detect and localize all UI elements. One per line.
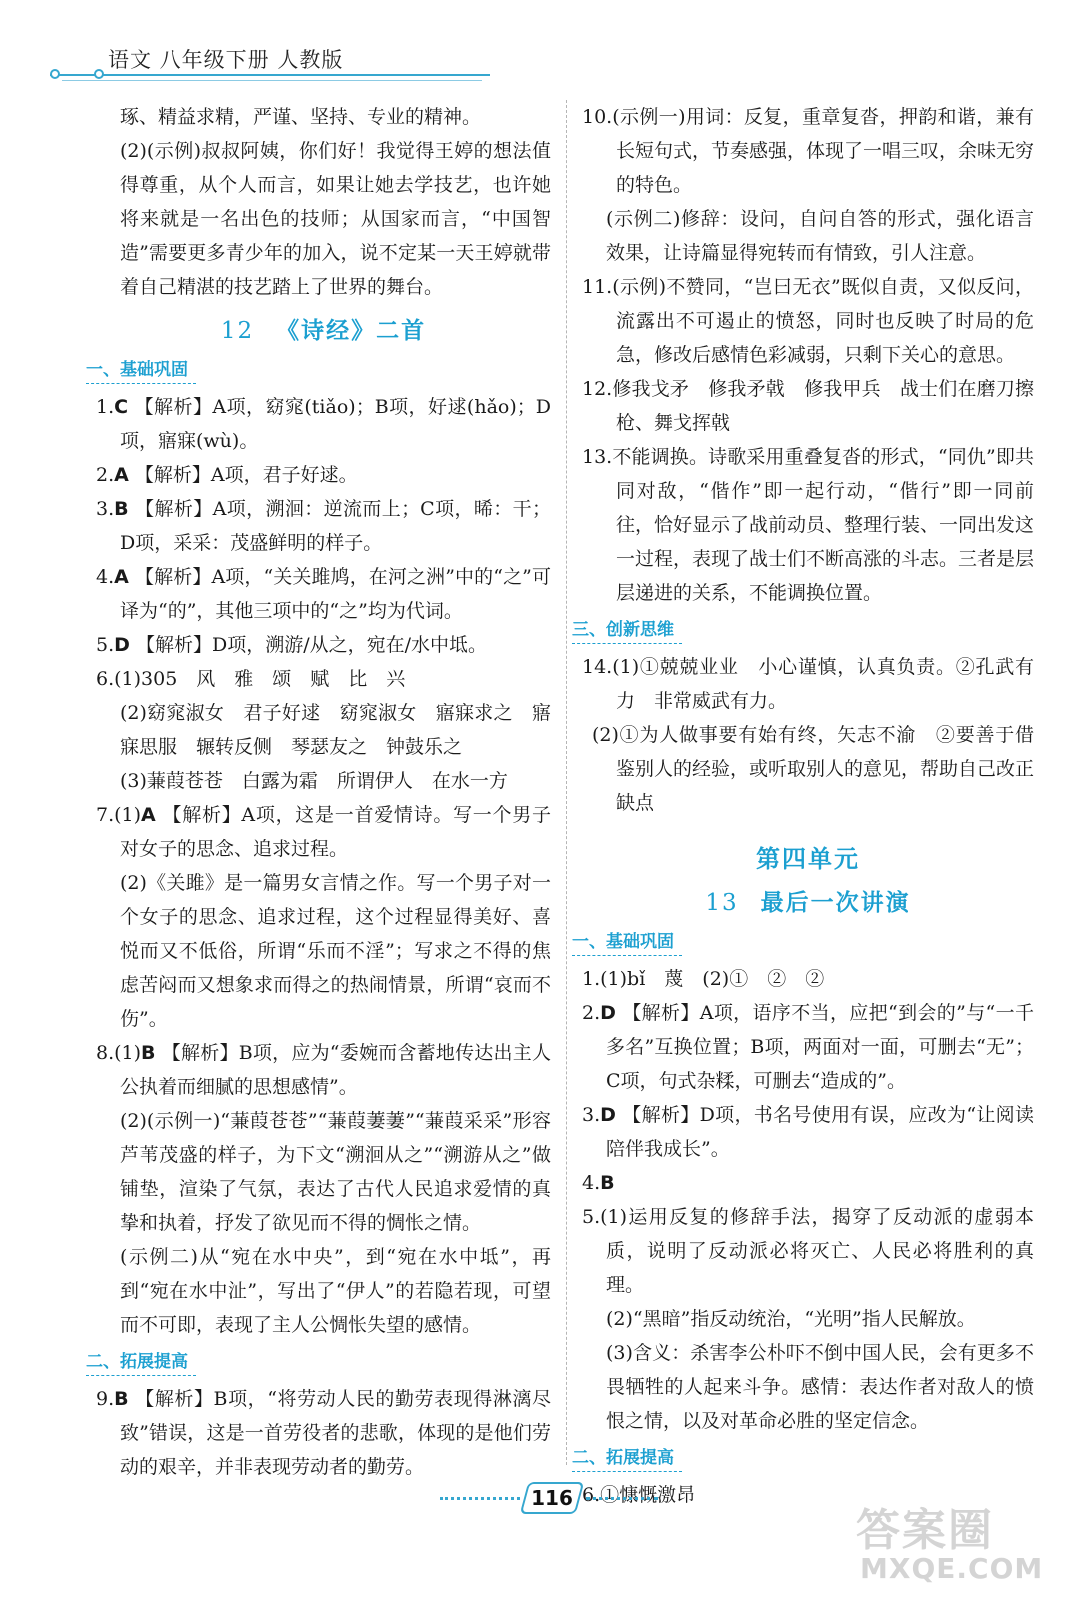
answer-subitem: (2)①为人做事要有始有终，矢志不渝 ②要善于借鉴别人的经验，或听取别人的意见，帮助自己改正缺点 [592, 724, 1035, 814]
page-number: 116 [531, 1486, 573, 1510]
section-underline [86, 1375, 196, 1376]
item-number: 4. [96, 566, 115, 588]
page-header [50, 38, 490, 84]
analysis-tag: 【解析】 [622, 1002, 700, 1024]
answer-item [96, 798, 551, 866]
section-heading [572, 614, 1034, 646]
analysis-tag: 【解析】 [134, 464, 211, 486]
lesson-title [582, 886, 1034, 920]
answer-key: B [114, 498, 129, 520]
analysis-text: A项，君子好逑。 [210, 464, 358, 486]
section-heading-text: 一、基础巩固 [86, 360, 188, 380]
analysis-tag: 【解析】 [135, 634, 212, 656]
item-number: 3. [582, 1104, 601, 1126]
answer-key: A [114, 464, 129, 486]
answer-item: 13.不能调换。诗歌采用重叠复沓的形式，“同仇”即共同对敌，“偕作”即一起行动，“偕行”即一同前往，恰好显示了战前动员、整理行装、一同出发这一过程，表现了战士们不断高涨的斗志。三者是层层递进的关系，不能调换位置。 [582, 446, 1035, 604]
answer-item [96, 1036, 551, 1104]
analysis-tag: 【解析】 [134, 396, 213, 418]
analysis-tag: 【解析】 [162, 804, 242, 826]
section-heading [572, 1442, 1034, 1474]
item-number: 2. [96, 464, 115, 486]
answer-item [96, 560, 551, 628]
analysis-tag: 【解析】 [622, 1104, 700, 1126]
answer-key: B [141, 1042, 156, 1064]
analysis-text: D项，溯游/从之，宛在/水中坻。 [211, 634, 488, 656]
answer-item: 10.(示例一)用词：反复，重章复沓，押韵和谐，兼有长短句式，节奏感强，体现了一唱三叹，余味无穷的特色。 [582, 106, 1035, 196]
lesson-name: 《诗经》二首 [276, 317, 427, 344]
answer-item [96, 1382, 551, 1484]
answer-item: 14.(1)①兢兢业业 小心谨慎，认真负责。②孔武有力 非常威武有力。 [582, 656, 1034, 712]
answer-subitem: (示例二)修辞：设问，自问自答的形式，强化语言效果，让诗篇显得宛转而有情致，引人注意。 [606, 208, 1034, 264]
analysis-text: B项，“将劳动人民的勤劳表现得淋漓尽致”错误，这是一首劳役者的悲歌，体现的是他们劳动的艰辛，并非表现劳动者的勤劳。 [120, 1388, 551, 1478]
section-underline [572, 955, 682, 956]
watermark-url: MXQE.COM [860, 1552, 1044, 1585]
intro-line: 琢、精益求精，严谨、坚持、专业的精神。 [120, 106, 482, 128]
answer-key: A [141, 804, 156, 826]
answer-subitem: (3)含义：杀害李公朴吓不倒中国人民，会有更多不畏牺牲的人起来斗争。感情：表达作者对敌人的愤恨之情，以及对革命必胜的坚定信念。 [606, 1342, 1034, 1432]
answer-item [96, 492, 551, 560]
item-number: 2. [582, 1002, 601, 1024]
header-title: 语文 八年级下册 人教版 [108, 48, 344, 72]
analysis-text: A项，“关关雎鸠，在河之洲”中的“之”可译为“的”，其他三项中的“之”均为代词。 [120, 566, 551, 622]
section-underline [572, 643, 682, 644]
header-dot-icon [94, 69, 104, 79]
section-underline [572, 1471, 682, 1472]
answer-key: B [600, 1172, 615, 1194]
answer-item [96, 458, 551, 492]
item-number: 9. [96, 1388, 115, 1410]
lesson-title [96, 314, 551, 348]
header-rule-thin [62, 80, 482, 81]
footer-dots-right [586, 1497, 658, 1500]
section-heading [86, 354, 551, 386]
answer-subitem: (3)蒹葭苍苍 白露为霜 所谓伊人 在水一方 [120, 770, 508, 792]
section-heading [86, 1346, 551, 1378]
analysis-tag: 【解析】 [161, 1042, 239, 1064]
watermark [856, 1494, 1076, 1594]
item-number: 3. [96, 498, 115, 520]
answer-item: 6.(1)305 风 雅 颂 赋 比 兴 [96, 668, 406, 690]
analysis-tag: 【解析】 [135, 498, 213, 520]
item-number: 5. [96, 634, 115, 656]
answer-subitem: (2)(示例一)“蒹葭苍苍”“蒹葭萋萋”“蒹葭采采”形容芦苇茂盛的样子，为下文“溯洄从之”“溯游从之”做铺垫，渲染了气氛，表达了古代人民追求爱情的真挚和执着，抒发了欲见而不得的惆怅之情。 [120, 1110, 551, 1234]
answer-item: 12.修我戈矛 修我矛戟 修我甲兵 战士们在磨刀擦枪、舞戈挥戟 [582, 378, 1034, 434]
answer-item: 5.(1)运用反复的修辞手法，揭穿了反动派的虚弱本质，说明了反动派必将灭亡、人民必将胜利的真理。 [582, 1206, 1034, 1296]
answer-item [582, 996, 1034, 1098]
left-column [86, 100, 552, 1484]
answer-item: 1.(1)bǐ 蔑 (2)① ② ② [582, 968, 825, 990]
item-number: 1. [96, 396, 115, 418]
answer-item: 11.(示例)不赞同，“岂曰无衣”既似自责，又似反问，流露出不可遏止的愤怒，同时也反映了时局的危急，修改后感情色彩减弱，只剩下关心的意思。 [582, 276, 1034, 366]
lesson-number: 12 [220, 318, 255, 344]
right-column [572, 100, 1035, 1512]
answer-item [96, 390, 551, 458]
answer-subitem: (2)《关雎》是一篇男女言情之作。写一个男子对一个女子的思念、追求过程，这个过程显得美好、喜悦而又不低俗，所谓“乐而不淫”；写求之不得的焦虑苦闷而又想象求而得之的热闹情景，所谓“哀而不伤”。 [120, 872, 551, 1030]
answer-item: 6.①慷慨激昂 [582, 1484, 696, 1506]
analysis-text: A项，语序不当，应把“到会的”与“一千多名”互换位置；B项，两面对一面，可删去“无”；C项，句式杂糅，可删去“造成的”。 [606, 1002, 1034, 1092]
section-underline [86, 383, 196, 384]
answer-key: D [114, 634, 130, 656]
header-rule [50, 74, 490, 76]
section-heading-text: 二、拓展提高 [572, 1448, 674, 1468]
section-heading-text: 一、基础巩固 [572, 932, 674, 952]
lesson-number: 13 [705, 890, 739, 916]
item-number: 7.(1) [96, 804, 142, 826]
answer-item [582, 1166, 1034, 1200]
watermark-logo: 答案圈 [856, 1505, 994, 1556]
analysis-text: A项，溯洄：逆流而上；C项，晞：干；D项，采采：茂盛鲜明的样子。 [120, 498, 552, 554]
answer-key: D [600, 1002, 616, 1024]
answer-key: D [600, 1104, 616, 1126]
answer-item [96, 628, 551, 662]
unit-title: 第四单元 [756, 845, 860, 873]
analysis-tag: 【解析】 [135, 1388, 214, 1410]
answer-subitem: (2)“黑暗”指反动统治，“光明”指人民解放。 [606, 1308, 976, 1330]
analysis-text: B项，应为“委婉而含蓄地传达出主人公执着而细腻的思想感情”。 [120, 1042, 551, 1098]
answer-item [582, 1098, 1034, 1166]
answer-key: A [114, 566, 129, 588]
item-number: 4. [582, 1172, 601, 1194]
section-heading-text: 二、拓展提高 [86, 1352, 188, 1372]
column-divider [566, 100, 567, 1465]
section-heading [572, 926, 1034, 958]
footer-dots-left [440, 1497, 520, 1500]
item-number: 8.(1) [96, 1042, 142, 1064]
analysis-text: D项，书名号使用有误，应改为“让阅读陪伴我成长”。 [606, 1104, 1034, 1160]
header-dot-icon [50, 69, 60, 79]
analysis-text: A项，这是一首爱情诗。写一个男子对女子的思念、追求过程。 [120, 804, 551, 860]
intro-paragraph: (2)(示例)叔叔阿姨，你们好！我觉得王婷的想法值得尊重，从个人而言，如果让她去学技艺，也许她将来就是一名出色的技师；从国家而言，“中国智造”需要更多青少年的加入，说不定某一天王婷就带着自己精湛的技艺踏上了世界的舞台。 [120, 140, 551, 298]
answer-subitem: (2)窈窕淑女 君子好逑 窈窕淑女 寤寐求之 寤寐思服 辗转反侧 琴瑟友之 钟鼓乐之 [120, 702, 551, 758]
lesson-name: 最后一次讲演 [760, 889, 911, 916]
answer-key: C [114, 396, 129, 418]
section-heading-text: 三、创新思维 [572, 620, 674, 640]
answer-subitem: (示例二)从“宛在水中央”，到“宛在水中坻”，再到“宛在水中沚”，写出了“伊人”的若隐若现，可望而不可即，表现了主人公惆怅失望的感情。 [120, 1246, 551, 1336]
answer-key: B [114, 1388, 129, 1410]
analysis-text: A项，窈窕(tiǎo)；B项，好逑(hǎo)；D项，寤寐(wù)。 [120, 396, 551, 452]
analysis-tag: 【解析】 [135, 566, 212, 588]
